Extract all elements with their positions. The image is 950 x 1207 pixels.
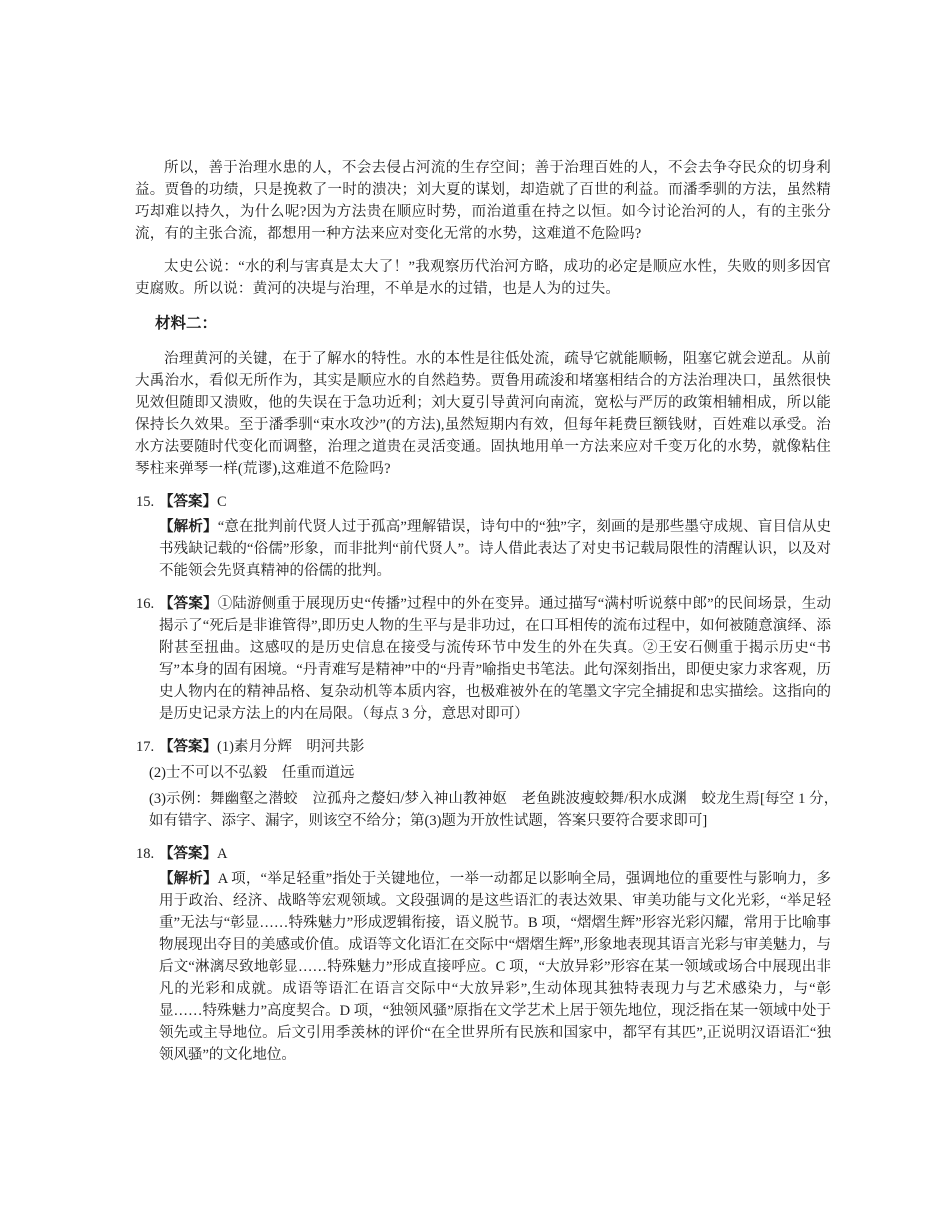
answer-label-17: 【答案】 <box>159 739 217 755</box>
answer-line-15 <box>136 491 831 513</box>
material-two-paragraph-1: 治理黄河的关键，在于了解水的特性。水的本性是往低处流，疏导它就能顺畅，阻塞它就会逆乱。从前大禹治水，看似无所作为，其实是顺应水的自然趋势。贾鲁用疏浚和堵塞相结合的方法治理决口，虽然很快见效但随即又溃败，他的失误在于急功近利；刘大夏引导黄河向南流，宽松与严厉的政策相辅相成，所以能保持长久效果。至于潘季驯“束水攻沙”(的方法),虽然短期内有效，但每年耗费巨额钱财，百姓难以承受。治水方法要随时代变化而调整，治理之道贵在灵活变通。固执地用单一方法来应对千变万化的水势，就像粘住琴柱来弹琴一样(荒谬),这难道不危险吗? <box>135 351 831 477</box>
analysis-label-18: 【解析】 <box>159 871 218 887</box>
answer-value-17-part3: (3)示例：舞幽壑之潜蛟 泣孤舟之嫠妇/梦入神山教神妪 老鱼跳波瘦蛟舞/积水成渊 蛟龙生焉[每空 1 分， 如有错字、添字、漏字，则该空不给分；第(3)题为开放性试题，答案只要符合要求即可] <box>149 791 846 829</box>
answer-line-18 <box>136 843 831 865</box>
analysis-paragraph-15 <box>159 516 831 582</box>
material-one-paragraph-1: 所以，善于治理水患的人，不会去侵占河流的生存空间；善于治理百姓的人，不会去争夺民众的切身利益。贾鲁的功绩，只是挽救了一时的溃决；刘大夏的谋划，却造就了百世的利益。而潘季驯的方法，虽然精巧却难以持久，为什么呢?因为方法贵在顺应时势，而治道重在持之以恒。如今讨论治河的人，有的主张分流，有的主张合流，都想用一种方法来应对变化无常的水势，这难道不危险吗? <box>135 160 831 242</box>
answer-item-17 <box>135 736 846 832</box>
answer-item-18 <box>135 843 831 1066</box>
answer-value-16: ①陆游侧重于展现历史“传播”过程中的外在变异。通过描写“满村听说蔡中郎”的民间场景，生动揭示了“死后是非谁管得”,即历史人物的生平与是非功过，在口耳相传的流布过程中，如何被随意演绎、添附甚至扭曲。这感叹的是历史信息在接受与流传环节中发生的外在失真。②王安石侧重于揭示历史“书写”本身的固有困境。“丹青难写是精神”中的“丹青”喻指史书笔法。此句深刻指出，即便史家力求客观，历史人物内在的精神品格、复杂动机等本质内容，也极难被外在的笔墨文字完全捕捉和忠实描绘。这指向的是历史记录方法上的内在局限。（每点 3 分，意思对即可） <box>159 596 831 722</box>
answer-value-17-part1: (1)素月分辉 明河共影 <box>217 739 365 755</box>
answer-value-17-part2: (2)士不可以不弘毅 任重而道远 <box>149 765 355 781</box>
answer-value-18: A <box>217 846 228 862</box>
document-content <box>135 157 846 1066</box>
answer-label-15: 【答案】 <box>159 494 217 510</box>
answer-item-15 <box>135 491 831 582</box>
analysis-text-18: A 项，“举足轻重”指处于关键地位，一举一动都足以影响全局，强调地位的重要性与影响力，多用于政治、经济、战略等宏观领域。文段强调的是这些语汇的表达效果、审美功能与文化光彩，“举足轻重”无法与“彰显……特殊魅力”形成逻辑衔接，语义脱节。B 项，“熠熠生辉”形容光彩闪耀，常用于比喻事物展现出夺目的美感或价值。成语等文化语汇在交际中“熠熠生辉”,形象地表现其语言光彩与审美魅力，与后文“淋漓尽致地彰显……特殊魅力”形成直接呼应。C 项，“大放异彩”形容在某一领域或场合中展现出非凡的光彩和成就。成语等语汇在语言交际中“大放异彩”,生动体现其独特表现力与艺术感染力，与“彰显……特殊魅力”高度契合。D 项，“独领风骚”原指在文学艺术上居于领先地位，现泛指在某一领域中处于领先或主导地位。后文引用季羡林的评价“在全世界所有民族和国家中，都罕有其匹”,正说明汉语语汇“独领风骚”的文化地位。 <box>159 871 831 1063</box>
answer-label-18: 【答案】 <box>159 846 217 862</box>
answer-item-16 <box>135 593 831 725</box>
question-number-18: 18. <box>136 846 155 862</box>
material-two-heading: 材料二： <box>155 315 218 332</box>
question-number-16: 16. <box>136 596 155 612</box>
answer-line-16 <box>136 593 831 725</box>
answer-line-17 <box>136 736 831 758</box>
analysis-text-15: “意在批判前代贤人过于孤高”理解错误，诗句中的“独”字，刻画的是那些墨守成规、盲目信从史书残缺记载的“俗儒”形象，而非批判“前代贤人”。诗人借此表达了对史书记载局限性的清醒认识，以及对不能领会先贤真精神的俗儒的批判。 <box>159 519 831 579</box>
material-one-paragraph-2: 太史公说：“水的利与害真是太大了！”我观察历代治河方略，成功的必定是顺应水性，失败的则多因官吏腐败。所以说：黄河的决堤与治理，不单是水的过错，也是人为的过失。 <box>135 259 831 297</box>
question-number-15: 15. <box>136 494 155 510</box>
answer-label-16: 【答案】 <box>159 596 218 612</box>
answer-value-15: C <box>217 494 227 510</box>
analysis-label-15: 【解析】 <box>159 519 218 535</box>
analysis-paragraph-18 <box>159 868 831 1066</box>
question-number-17: 17. <box>136 739 155 755</box>
